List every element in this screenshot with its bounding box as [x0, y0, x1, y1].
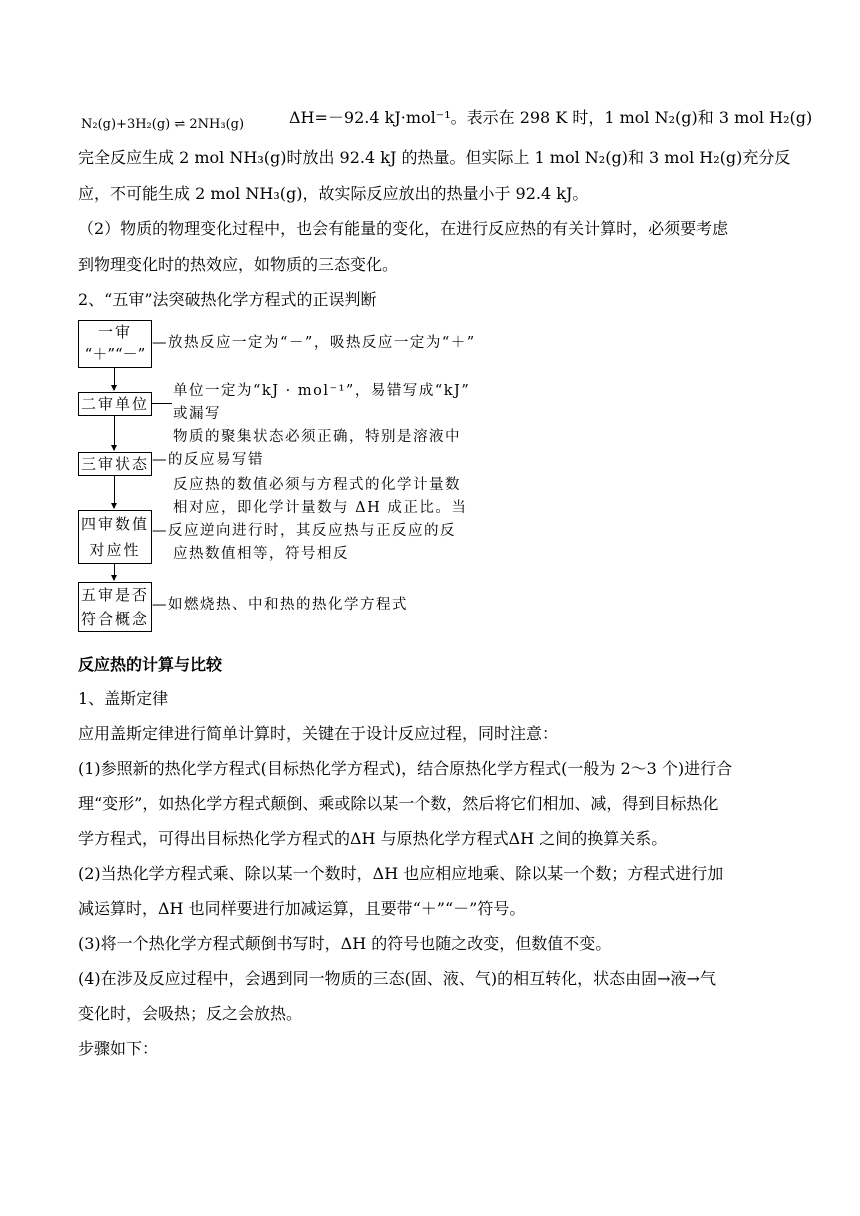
paragraph-line: (3)将一个热化学方程式颠倒书写时，ΔH 的符号也随之改变，但数值不变。: [78, 934, 612, 953]
paragraph-line: 完全反应生成 2 mol NH₃(g)时放出 92.4 kJ 的热量。但实际上 1 mol N₂(g)和 3 mol H₂(g)充分反: [78, 148, 791, 167]
flow-arrow: [114, 476, 115, 508]
flow-desc-line: 或漏写: [173, 406, 221, 422]
section-title: 2、“五审”法突破热化学方程式的正误判断: [78, 290, 377, 309]
flow-box-label: 符合概念: [80, 610, 149, 628]
flow-box-label: 对应性: [89, 541, 141, 559]
paragraph-line: (4)在涉及反应过程中，会遇到同一物质的三态(固、液、气)的相互转化，状态由固→液→气: [78, 969, 716, 988]
paragraph-line: 到物理变化时的热效应，如物质的三态变化。: [78, 255, 399, 274]
paragraph-line: 步骤如下：: [78, 1039, 159, 1058]
paragraph-line: (1)参照新的热化学方程式(目标热化学方程式)，结合原热化学方程式(一般为 2～3 个)进行合: [78, 759, 733, 778]
flow-desc-5: [152, 594, 408, 617]
flow-desc-1: [152, 332, 476, 355]
flow-connector: [152, 403, 172, 404]
flow-desc-4: [152, 474, 467, 566]
flow-box-label: 一审: [97, 323, 132, 341]
paragraph-line: 学方程式，可得出目标热化学方程式的ΔH 与原热化学方程式ΔH 之间的换算关系。: [78, 829, 668, 848]
flow-desc-line: 应热数值相等，符号相反: [173, 546, 349, 562]
flow-desc-line: 物质的聚集状态必须正确，特别是溶液中: [173, 429, 461, 445]
flow-desc-line: 相对应，即化学计量数与 ΔH 成正比。当: [173, 500, 468, 516]
flow-desc-3: [152, 426, 461, 472]
flow-arrow: [114, 564, 115, 580]
paragraph-line: (2)当热化学方程式乘、除以某一个数时，ΔH 也应相应地乘、除以某一个数；方程式进行加: [78, 864, 724, 883]
flow-box-3: [78, 452, 152, 476]
flow-box-label: 三审状态: [80, 455, 149, 473]
flow-arrow: [114, 368, 115, 390]
flow-box-4: [78, 510, 152, 564]
flow-box-label: “＋”“－”: [84, 345, 146, 363]
paragraph-line: 理“变形”，如热化学方程式颠倒、乘或除以某一个数，然后将它们相加、减，得到目标热化: [78, 794, 719, 813]
flow-desc-line: —如燃烧热、中和热的热化学方程式: [152, 597, 408, 613]
flow-desc-line: —放热反应一定为“－”，吸热反应一定为“＋”: [152, 335, 476, 351]
flow-desc-2: [173, 380, 470, 426]
flow-desc-line: —反应逆向进行时，其反应热与正反应的反: [152, 523, 456, 539]
flow-desc-line: 单位一定为“kJ · mol⁻¹”，易错写成“kJ”: [173, 383, 471, 399]
flow-box-1: [78, 320, 152, 368]
paragraph-line: 变化时，会吸热；反之会放热。: [78, 1004, 303, 1023]
paragraph-line: 应，不可能生成 2 mol NH₃(g)，故实际反应放出的热量小于 92.4 kJ。: [78, 184, 589, 203]
flow-box-5: [78, 582, 152, 632]
subsection-title: 1、盖斯定律: [78, 689, 169, 708]
paragraph-line: （2）物质的物理变化过程中，也会有能量的变化，在进行反应热的有关计算时，必须要考虑: [78, 219, 729, 238]
flow-desc-line: —的反应易写错: [152, 452, 264, 468]
paragraph-line: 减运算时，ΔH 也同样要进行加减运算，且要带“＋”“－”符号。: [78, 899, 526, 918]
flow-box-label: 五审是否: [80, 586, 149, 604]
five-checks-flowchart: [78, 318, 498, 638]
flow-box-label: 四审数值: [80, 515, 149, 533]
flow-arrow: [114, 416, 115, 450]
section-heading: 反应热的计算与比较: [78, 655, 223, 674]
flow-box-label: 二审单位: [80, 395, 149, 413]
delta-h-text: ΔH=－92.4 kJ·mol⁻¹。表示在 298 K 时，1 mol N₂(g)和 3 mol H₂(g): [289, 108, 813, 127]
reaction-equation: N₂(g)+3H₂(g) ⇌ 2NH₃(g): [81, 117, 245, 132]
flow-desc-line: 反应热的数值必须与方程式的化学计量数: [173, 477, 461, 493]
paragraph-line: 应用盖斯定律进行简单计算时，关键在于设计反应过程，同时注意：: [78, 724, 559, 743]
flow-box-2: [78, 392, 152, 416]
